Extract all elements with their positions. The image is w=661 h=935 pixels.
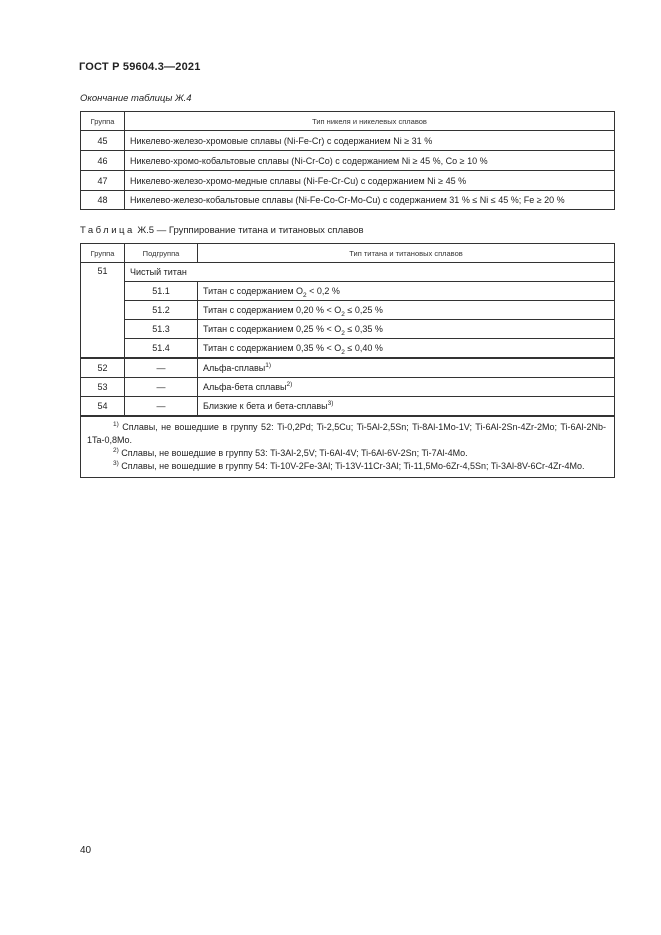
table-row (81, 151, 615, 171)
table-row (81, 171, 615, 191)
table-continuation-caption: Окончание таблицы Ж.4 (80, 93, 192, 104)
group-cell: 45 (81, 131, 125, 151)
type-cell: Титан с содержанием 0,35 % < $O_2 \le 0,40$ % (198, 339, 615, 359)
type-cell: Альфа-сплавы$^{1)}$ (198, 358, 615, 378)
subgroup-cell: — (125, 358, 198, 378)
document-header: ГОСТ Р 59604.3—2021 (79, 61, 201, 73)
subgroup-cell: 51.3 (125, 320, 198, 339)
footnote: $^{1)}$ Сплавы, не вошедшие в группу 52: Ti-0,2Pd; Ti-2,5Cu; Ti-5Al-2,5Sn; Ti-8Al-1Mo-1V; Ti-6Al-2Sn-4Zr-2Mo; Ti-6Al-2Nb-1Ta-0,8Mo. (87, 421, 606, 445)
subgroup-cell: — (125, 397, 198, 417)
subgroup-cell: 51.1 (125, 282, 198, 301)
type-cell: Титан с содержанием 0,25 % < $O_2 \le 0,35$ % (198, 320, 615, 339)
group-cell: 51 (81, 263, 125, 359)
table-row (81, 301, 615, 320)
nickel-alloys-table (80, 111, 615, 210)
group-cell: 48 (81, 191, 125, 210)
footnote: $^{3)}$ Сплавы, не вошедшие в группу 54: Ti-10V-2Fe-3Al; Ti-13V-11Cr-3Al; Ti-11,5Mo-6Zr-4,5Sn; Ti-3Al-8V-6Cr-4Zr-4Mo. (113, 460, 585, 471)
table-row (81, 131, 615, 151)
titanium-alloys-table (80, 243, 615, 478)
page-number: 40 (80, 845, 92, 856)
group-cell: 47 (81, 171, 125, 191)
footnote: $^{2)}$ Сплавы, не вошедшие в группу 53: Ti-3Al-2,5V; Ti-6Al-4V; Ti-6Al-6V-2Sn; Ti-7Al-4Mo. (113, 447, 468, 458)
table-caption-title: Ж.5 — Группирование титана и титановых сплавов (137, 225, 364, 236)
column-header-type: Тип никеля и никелевых сплавов (125, 112, 615, 131)
group-cell: 53 (81, 378, 125, 397)
column-header-group: Группа (81, 244, 125, 263)
column-header-type: Тип титана и титановых сплавов (198, 244, 615, 263)
type-cell: Никелево-железо-хромовые сплавы (Ni-Fe-Cr) с содержанием Ni ≥ 31 % (125, 131, 615, 151)
table-row (81, 397, 615, 417)
type-cell: Титан с содержанием $O_2 < 0,2$ % (198, 282, 615, 301)
footnote-ref: 1) (265, 362, 272, 369)
subgroup-cell: 51.4 (125, 339, 198, 359)
subgroup-cell: — (125, 378, 198, 397)
footnote-ref: 2) (286, 381, 293, 388)
type-cell: Титан с содержанием 0,20 % < $O_2 \le 0,25$ % (198, 301, 615, 320)
type-cell: Близкие к бета и бета-сплавы$^{3)}$ (198, 397, 615, 417)
table-row (81, 339, 615, 359)
subgroup-cell: 51.2 (125, 301, 198, 320)
table-row (81, 191, 615, 210)
type-cell: Никелево-железо-хромо-медные сплавы (Ni-Fe-Cr-Cu) с содержанием Ni ≥ 45 % (125, 171, 615, 191)
footnote-ref: 3) (327, 400, 334, 407)
group-cell: 52 (81, 358, 125, 378)
footnotes-cell (81, 416, 615, 478)
type-cell: Альфа-бета сплавы$^{2)}$ (198, 378, 615, 397)
table-row (81, 320, 615, 339)
table-header-row (81, 244, 615, 263)
table-header-row (81, 112, 615, 131)
footnotes-row (81, 416, 615, 478)
type-cell: Никелево-железо-кобальтовые сплавы (Ni-Fe-Co-Cr-Mo-Cu) с содержанием 31 % ≤ Ni ≤ 45 %; Fe ≥ 20 % (125, 191, 615, 210)
column-header-subgroup: Подгруппа (125, 244, 198, 263)
table-row (81, 282, 615, 301)
group-title-cell: Чистый титан (125, 263, 615, 282)
group-cell: 54 (81, 397, 125, 417)
table-row (81, 263, 615, 282)
table-caption (80, 225, 364, 236)
table-row (81, 378, 615, 397)
group-cell: 46 (81, 151, 125, 171)
column-header-group: Группа (81, 112, 125, 131)
type-cell: Никелево-хромо-кобальтовые сплавы (Ni-Cr-Co) с содержанием Ni ≥ 45 %, Co ≥ 10 % (125, 151, 615, 171)
table-caption-label: Таблица (80, 225, 135, 236)
table-row (81, 358, 615, 378)
